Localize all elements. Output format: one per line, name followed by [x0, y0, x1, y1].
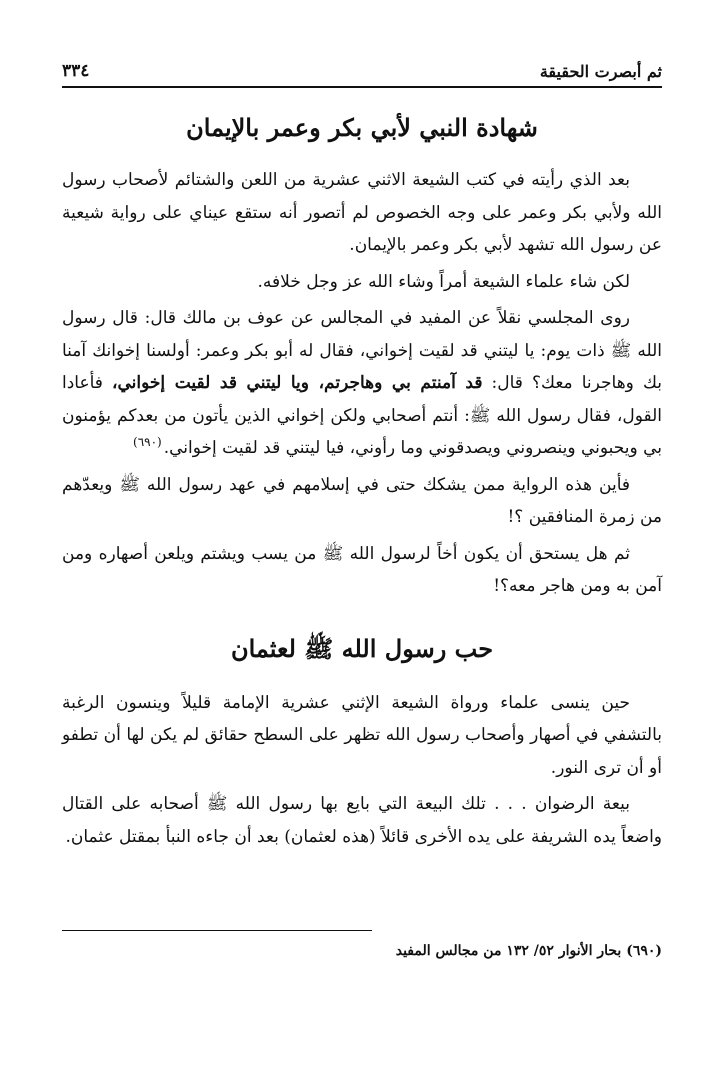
book-page [62, 56, 662, 1036]
hadith-quote: قد آمنتم بي وهاجرتم، ويا ليتني قد لقيت إخواني، [112, 373, 483, 393]
footnote-reference: (٦٩٠) [133, 435, 162, 450]
paragraph: حين ينسى علماء ورواة الشيعة الإثني عشرية الإمامة قليلاً وينسون الرغبة بالتشفي في أصهار وأصحاب رسول الله تظهر على السطح حقائق لم يكن لها أن تطفو أو أن ترى النور. [62, 692, 662, 778]
paragraph: فأين هذه الرواية ممن يشكك حتى في إسلامهم في عهد رسول الله ﷺ ويعدّهم من زمرة المنافقين ؟! [62, 474, 662, 527]
section-title: شهادة النبي لأبي بكر وعمر بالإيمان [186, 113, 538, 142]
footnote-divider [62, 930, 372, 931]
hadith-intro: روى المجلسي نقلاً عن المفيد في المجالس عن عوف بن مالك قال: قال رسول الله ﷺ ذات يوم: يا ليتني قد لقيت إخواني، فقال له أبو بكر وعمر: أولسنا إخوانك آمنا بك وهاجرنا معك؟ قال: [62, 308, 663, 393]
hadith-paragraph [62, 302, 662, 465]
footnote: (٦٩٠) بحار الأنوار ٥٢/ ١٣٢ من مجالس المفيد [395, 943, 662, 959]
page-content [62, 108, 662, 857]
book-title: ثم أبصرت الحقيقة [539, 61, 662, 81]
paragraph: بيعة الرضوان . . . تلك البيعة التي بايع بها رسول الله ﷺ أصحابه على القتال واضعاً يده الشريفة على يده الأخرى قائلاً (هذه لعثمان) بعد أن جاءه النبأ بمقتل عثمان. [62, 794, 662, 847]
hadith-text: فأعادا القول، فقال رسول الله ﷺ: أنتم أصحابي ولكن إخواني الذين يأتون من بعدكم يؤمنون بي ويحبوني وينصروني ويصدقوني وما رأوني، فيا ليتني قد لقيت إخواني. [62, 373, 662, 458]
page-number: ٣٣٤ [62, 61, 90, 81]
section-title: حب رسول الله ﷺ لعثمان [230, 633, 494, 663]
paragraph: بعد الذي رأيته في كتب الشيعة الاثني عشرية من اللعن والشتائم لأصحاب رسول الله ولأبي بكر وعمر على وجه الخصوص لم أتصور أنه ستقع عيناي على رواية شيعية عن رسول الله تشهد لأبي بكر وعمر بالإيمان. [62, 170, 662, 255]
paragraph: ثم هل يستحق أن يكون أخاً لرسول الله ﷺ من يسب ويشتم ويلعن أصهاره ومن آمن به ومن هاجر معه؟! [62, 543, 662, 596]
paragraph: لكن شاء علماء الشيعة أمراً وشاء الله عز وجل خلافه. [257, 271, 630, 292]
running-header [62, 56, 662, 88]
